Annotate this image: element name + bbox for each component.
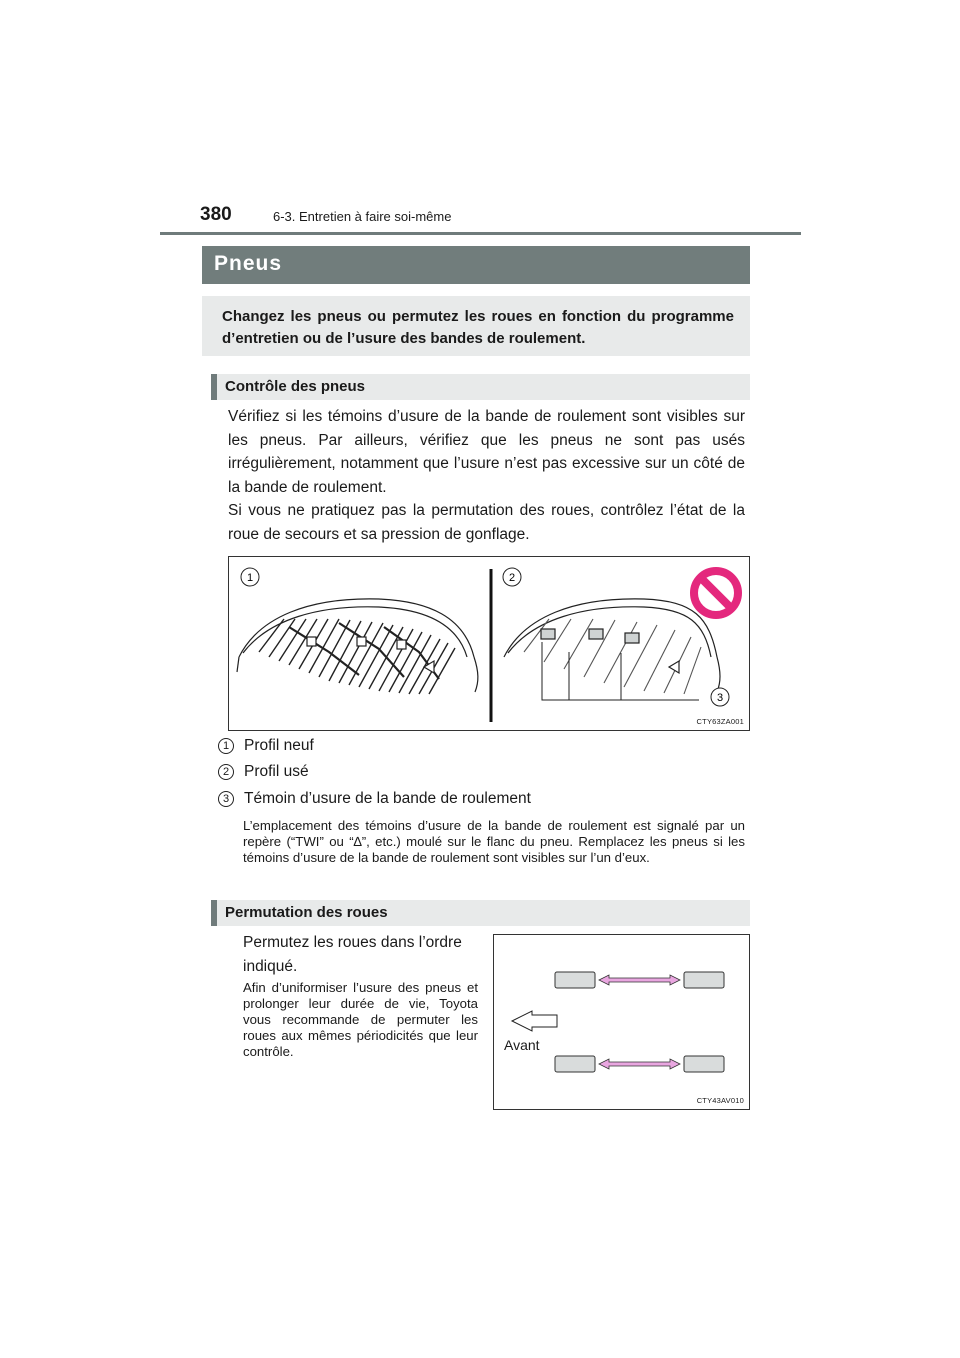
section-heading-tire-check	[211, 374, 750, 400]
legend-text: Témoin d’usure de la bande de roulement	[244, 790, 531, 807]
section-heading-wheel-rotation	[211, 900, 750, 926]
wheel-front-left	[555, 972, 595, 988]
legend-number: 3	[218, 791, 234, 807]
intro-text: Changez les pneus ou permutez les roues en fonction du programme d’entretien ou de l’usure des bandes de roulement.	[222, 308, 734, 347]
section-heading-text: Permutation des roues	[225, 904, 388, 921]
callout-3	[711, 688, 729, 706]
section-path: 6-3. Entretien à faire soi-même	[273, 209, 452, 224]
intro-box	[202, 296, 750, 356]
header-rule	[160, 232, 801, 235]
tire-tread-illustration	[229, 557, 751, 732]
paragraph-spare-wheel: Si vous ne pratiquez pas la permutation des roues, contrôlez l’état de la roue de secours et sa pression de gonflage.	[228, 502, 745, 543]
rotation-instruction: Permutez les roues dans l’ordre indiqué.	[243, 934, 462, 975]
figure-code: CTY63ZA001	[696, 717, 744, 726]
figure-code: CTY43AV010	[696, 1096, 744, 1105]
legend-text: Profil neuf	[244, 737, 314, 754]
rotation-note: Afin d’uniformiser l’usure des pneus et prolonger leur durée de vie, Toyota vous recommande de permuter les roues aux mêmes périodicités que leur contrôle.	[243, 980, 478, 1059]
worn-tread-tire	[504, 599, 720, 700]
legend-number: 1	[218, 738, 234, 754]
page-number: 380	[200, 204, 232, 225]
legend-text: Profil usé	[244, 763, 309, 780]
prohibited-icon	[694, 571, 738, 615]
wear-indicator-note: L’emplacement des témoins d’usure de la bande de roulement est signalé par un repère (“TWI” ou “∆”, etc.) moulé sur le flanc du pneu. Remplacez les pneus si les témoins d’usure de la bande de roulement sont visibles sur l’un d’eux.	[243, 818, 745, 865]
wheel-rear-right	[684, 1056, 724, 1072]
section-heading-text: Contrôle des pneus	[225, 378, 366, 395]
legend-number: 2	[218, 764, 234, 780]
wheel-rear-left	[555, 1056, 595, 1072]
svg-text:1: 1	[246, 572, 254, 584]
wheel-rotation-diagram	[494, 935, 751, 1111]
wheel-rotation-figure	[493, 934, 750, 1110]
tire-tread-figure	[228, 556, 750, 731]
callout-1	[241, 568, 259, 586]
callout-2	[503, 568, 521, 586]
svg-text:2: 2	[508, 572, 516, 584]
wheel-front-right	[684, 972, 724, 988]
rotation-arrow-front	[599, 975, 680, 985]
rotation-arrow-rear	[599, 1059, 680, 1069]
page-title: Pneus	[214, 252, 283, 275]
new-tread-tire	[237, 599, 478, 694]
title-bar	[202, 246, 750, 284]
front-label: Avant	[504, 1037, 540, 1053]
paragraph-wear-indicators: Vérifiez si les témoins d’usure de la bande de roulement sont visibles sur les pneus. Par ailleurs, vérifiez que les pneus ne sont pas usés irrégulièrement, notamment que l’usure n’est pas excessive sur un côté de la bande de roulement.	[228, 408, 745, 496]
svg-text:3: 3	[716, 692, 724, 704]
front-arrow-icon	[512, 1011, 557, 1031]
